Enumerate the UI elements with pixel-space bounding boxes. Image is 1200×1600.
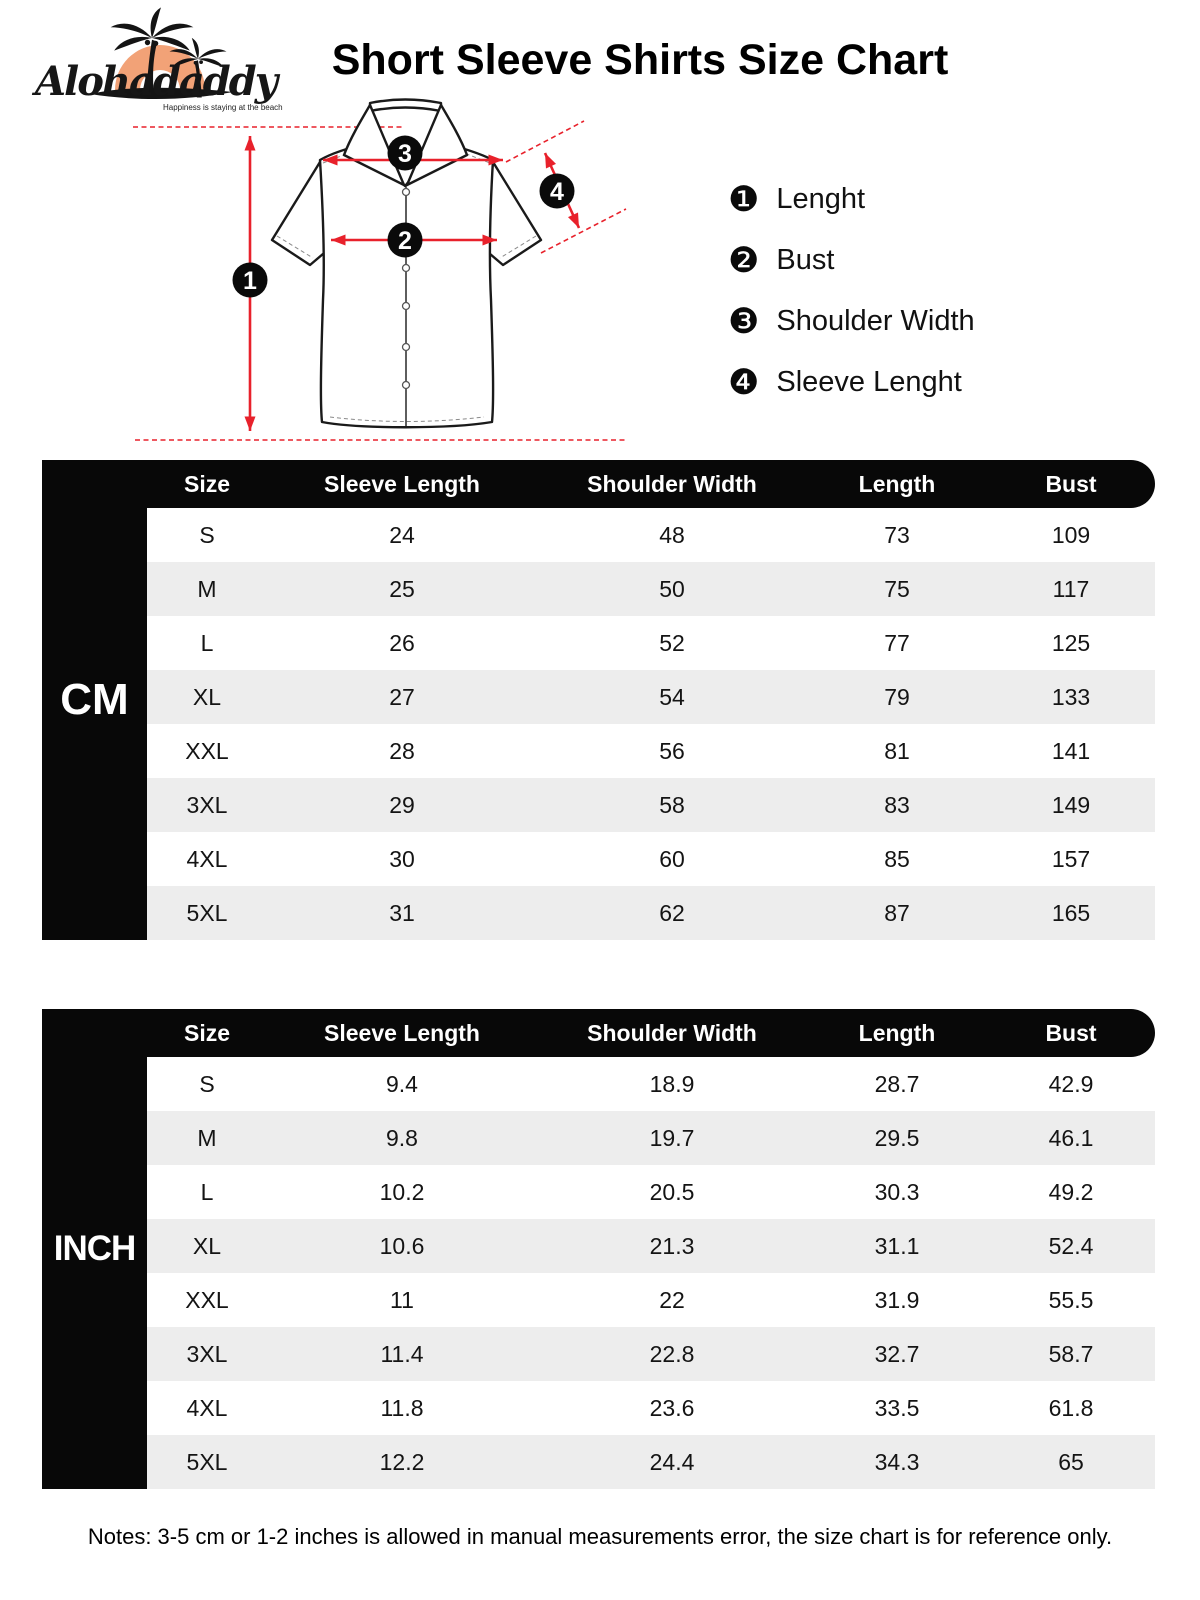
table-cell-sleeve: 24 bbox=[389, 521, 415, 548]
table-cell-sleeve: 26 bbox=[389, 629, 415, 656]
table-row bbox=[147, 1111, 1155, 1165]
table-row bbox=[147, 1381, 1155, 1435]
svg-text:1: 1 bbox=[243, 267, 257, 295]
inch-table-header bbox=[147, 1009, 1155, 1057]
table-cell-shoulder: 18.9 bbox=[649, 1070, 695, 1097]
table-cell-shoulder: 22.8 bbox=[649, 1340, 695, 1367]
table-cell-size: M bbox=[197, 575, 217, 602]
legend-item-label: Shoulder Width bbox=[776, 304, 975, 337]
svg-text:3: 3 bbox=[398, 140, 412, 168]
brand-name: Alohadaddy bbox=[35, 58, 276, 105]
table-cell-bust: 133 bbox=[1051, 683, 1091, 710]
circled-number-icon: ❶ bbox=[728, 179, 760, 219]
table-cell-bust: 149 bbox=[1051, 791, 1091, 818]
table-cell-length: 34.3 bbox=[874, 1448, 920, 1475]
notes-text: Notes: 3-5 cm or 1-2 inches is allowed in manual measurements error, the size chart is for reference only. bbox=[87, 1524, 1113, 1549]
table-cell-sleeve: 9.4 bbox=[386, 1070, 418, 1097]
table-cell-size: XL bbox=[192, 683, 222, 710]
table-row bbox=[147, 724, 1155, 778]
table-cell-sleeve: 27 bbox=[389, 683, 415, 710]
shirt-measurement-diagram bbox=[120, 95, 630, 450]
table-cell-sleeve: 11.8 bbox=[380, 1394, 424, 1421]
table-row bbox=[147, 1219, 1155, 1273]
table-cell-size: M bbox=[197, 1124, 217, 1151]
table-cell-size: S bbox=[199, 1070, 215, 1097]
column-header: Size bbox=[183, 1019, 231, 1046]
table-cell-bust: 165 bbox=[1051, 899, 1091, 926]
table-cell-shoulder: 20.5 bbox=[649, 1178, 695, 1205]
table-cell-bust: 125 bbox=[1051, 629, 1091, 656]
table-cell-shoulder: 56 bbox=[659, 737, 685, 764]
column-header: Bust bbox=[1045, 1019, 1097, 1046]
table-cell-length: 85 bbox=[884, 845, 910, 872]
legend-item-label: Sleeve Lenght bbox=[776, 365, 962, 398]
column-header: Length bbox=[858, 1019, 936, 1046]
table-row bbox=[147, 616, 1155, 670]
table-cell-size: 4XL bbox=[186, 845, 228, 872]
measurement-legend bbox=[728, 176, 975, 420]
cm-table-header bbox=[147, 460, 1155, 508]
table-cell-shoulder: 62 bbox=[659, 899, 685, 926]
table-cell-sleeve: 12.2 bbox=[379, 1448, 425, 1475]
table-row bbox=[147, 508, 1155, 562]
column-header: Length bbox=[858, 470, 936, 497]
table-row bbox=[147, 1165, 1155, 1219]
table-cell-sleeve: 10.2 bbox=[379, 1178, 425, 1205]
table-cell-length: 29.5 bbox=[874, 1124, 920, 1151]
table-cell-sleeve: 28 bbox=[389, 737, 415, 764]
table-cell-length: 83 bbox=[884, 791, 910, 818]
table-cell-length: 32.7 bbox=[874, 1340, 920, 1367]
table-cell-shoulder: 23.6 bbox=[649, 1394, 695, 1421]
table-cell-sleeve: 10.6 bbox=[379, 1232, 425, 1259]
cm-table-rows bbox=[147, 508, 1155, 940]
measurement-badge-1 bbox=[233, 263, 268, 298]
table-cell-sleeve: 25 bbox=[389, 575, 415, 602]
column-header: Sleeve Length bbox=[324, 470, 480, 497]
measurement-badge-3 bbox=[388, 136, 423, 171]
table-cell-bust: 109 bbox=[1051, 521, 1091, 548]
table-cell-shoulder: 58 bbox=[659, 791, 685, 818]
table-cell-size: 5XL bbox=[186, 1448, 228, 1475]
table-cell-size: XXL bbox=[185, 737, 229, 764]
table-cell-length: 28.7 bbox=[874, 1070, 920, 1097]
legend-item-label: Lenght bbox=[776, 182, 866, 215]
table-cell-size: XXL bbox=[185, 1286, 229, 1313]
table-cell-bust: 52.4 bbox=[1048, 1232, 1094, 1259]
table-cell-length: 73 bbox=[884, 521, 910, 548]
unit-label-cm: CM bbox=[42, 460, 147, 940]
table-cell-shoulder: 48 bbox=[659, 521, 685, 548]
table-cell-length: 81 bbox=[884, 737, 910, 764]
table-cell-shoulder: 24.4 bbox=[649, 1448, 695, 1475]
table-row bbox=[147, 1273, 1155, 1327]
svg-text:2: 2 bbox=[398, 227, 412, 255]
table-cell-sleeve: 9.8 bbox=[386, 1124, 418, 1151]
table-cell-sleeve: 31 bbox=[389, 899, 415, 926]
circled-number-icon: ❹ bbox=[728, 362, 760, 402]
table-cell-size: L bbox=[200, 629, 214, 656]
column-header: Size bbox=[183, 470, 231, 497]
table-row bbox=[147, 1057, 1155, 1111]
table-cell-length: 30.3 bbox=[874, 1178, 920, 1205]
unit-label-inch: INCH bbox=[42, 1009, 147, 1489]
table-cell-sleeve: 11.4 bbox=[380, 1340, 424, 1367]
column-header: Sleeve Length bbox=[324, 1019, 480, 1046]
table-row bbox=[147, 562, 1155, 616]
table-row bbox=[147, 832, 1155, 886]
sleeve-lower-guide-dashed-line bbox=[541, 209, 626, 253]
column-header: Shoulder Width bbox=[587, 1019, 757, 1046]
legend-item-label: Bust bbox=[776, 243, 835, 276]
table-cell-bust: 46.1 bbox=[1048, 1124, 1094, 1151]
table-cell-bust: 49.2 bbox=[1048, 1178, 1094, 1205]
table-row bbox=[147, 1327, 1155, 1381]
table-cell-bust: 117 bbox=[1052, 575, 1090, 602]
table-cell-bust: 58.7 bbox=[1048, 1340, 1094, 1367]
table-cell-shoulder: 19.7 bbox=[649, 1124, 695, 1151]
table-cell-length: 75 bbox=[884, 575, 910, 602]
collar-band bbox=[370, 100, 441, 112]
svg-text:4: 4 bbox=[550, 178, 564, 206]
table-cell-size: XL bbox=[192, 1232, 222, 1259]
table-cell-shoulder: 21.3 bbox=[649, 1232, 695, 1259]
column-header: Shoulder Width bbox=[587, 470, 757, 497]
table-cell-bust: 55.5 bbox=[1048, 1286, 1094, 1313]
inch-size-table bbox=[42, 1009, 1155, 1489]
table-cell-sleeve: 30 bbox=[389, 845, 415, 872]
table-cell-shoulder: 52 bbox=[659, 629, 685, 656]
circled-number-icon: ❸ bbox=[728, 301, 760, 341]
table-cell-size: 3XL bbox=[186, 1340, 228, 1367]
table-cell-bust: 141 bbox=[1051, 737, 1091, 764]
table-cell-size: S bbox=[199, 521, 215, 548]
table-cell-bust: 157 bbox=[1051, 845, 1091, 872]
table-cell-shoulder: 22 bbox=[659, 1286, 685, 1313]
table-cell-size: 3XL bbox=[186, 791, 228, 818]
table-row bbox=[147, 886, 1155, 940]
table-cell-bust: 65 bbox=[1058, 1448, 1084, 1475]
circled-number-icon: ❷ bbox=[728, 240, 760, 280]
table-cell-size: 4XL bbox=[186, 1394, 228, 1421]
legend-item bbox=[728, 176, 975, 222]
table-cell-shoulder: 60 bbox=[659, 845, 685, 872]
column-header: Bust bbox=[1045, 470, 1097, 497]
table-cell-size: 5XL bbox=[186, 899, 228, 926]
table-row bbox=[147, 778, 1155, 832]
brand-tagline: Happiness is staying at the beach bbox=[163, 103, 283, 112]
table-cell-bust: 61.8 bbox=[1048, 1394, 1094, 1421]
measurement-badge-2 bbox=[388, 223, 423, 258]
legend-item bbox=[728, 237, 975, 283]
page-title: Short Sleeve Shirts Size Chart bbox=[331, 36, 949, 84]
table-cell-sleeve: 29 bbox=[389, 791, 415, 818]
table-cell-bust: 42.9 bbox=[1048, 1070, 1094, 1097]
table-cell-length: 87 bbox=[884, 899, 910, 926]
legend-item bbox=[728, 359, 975, 405]
table-cell-length: 31.1 bbox=[874, 1232, 920, 1259]
table-cell-shoulder: 50 bbox=[659, 575, 685, 602]
table-cell-length: 79 bbox=[884, 683, 910, 710]
inch-table-rows bbox=[147, 1057, 1155, 1489]
table-row bbox=[147, 1435, 1155, 1489]
legend-item bbox=[728, 298, 975, 344]
table-cell-length: 77 bbox=[884, 629, 910, 656]
table-cell-size: L bbox=[200, 1178, 214, 1205]
table-cell-length: 33.5 bbox=[874, 1394, 920, 1421]
table-row bbox=[147, 670, 1155, 724]
cm-size-table bbox=[42, 460, 1155, 940]
table-cell-sleeve: 11 bbox=[390, 1286, 414, 1313]
table-cell-length: 31.9 bbox=[874, 1286, 920, 1313]
table-cell-shoulder: 54 bbox=[659, 683, 685, 710]
measurement-badge-4 bbox=[540, 174, 575, 209]
